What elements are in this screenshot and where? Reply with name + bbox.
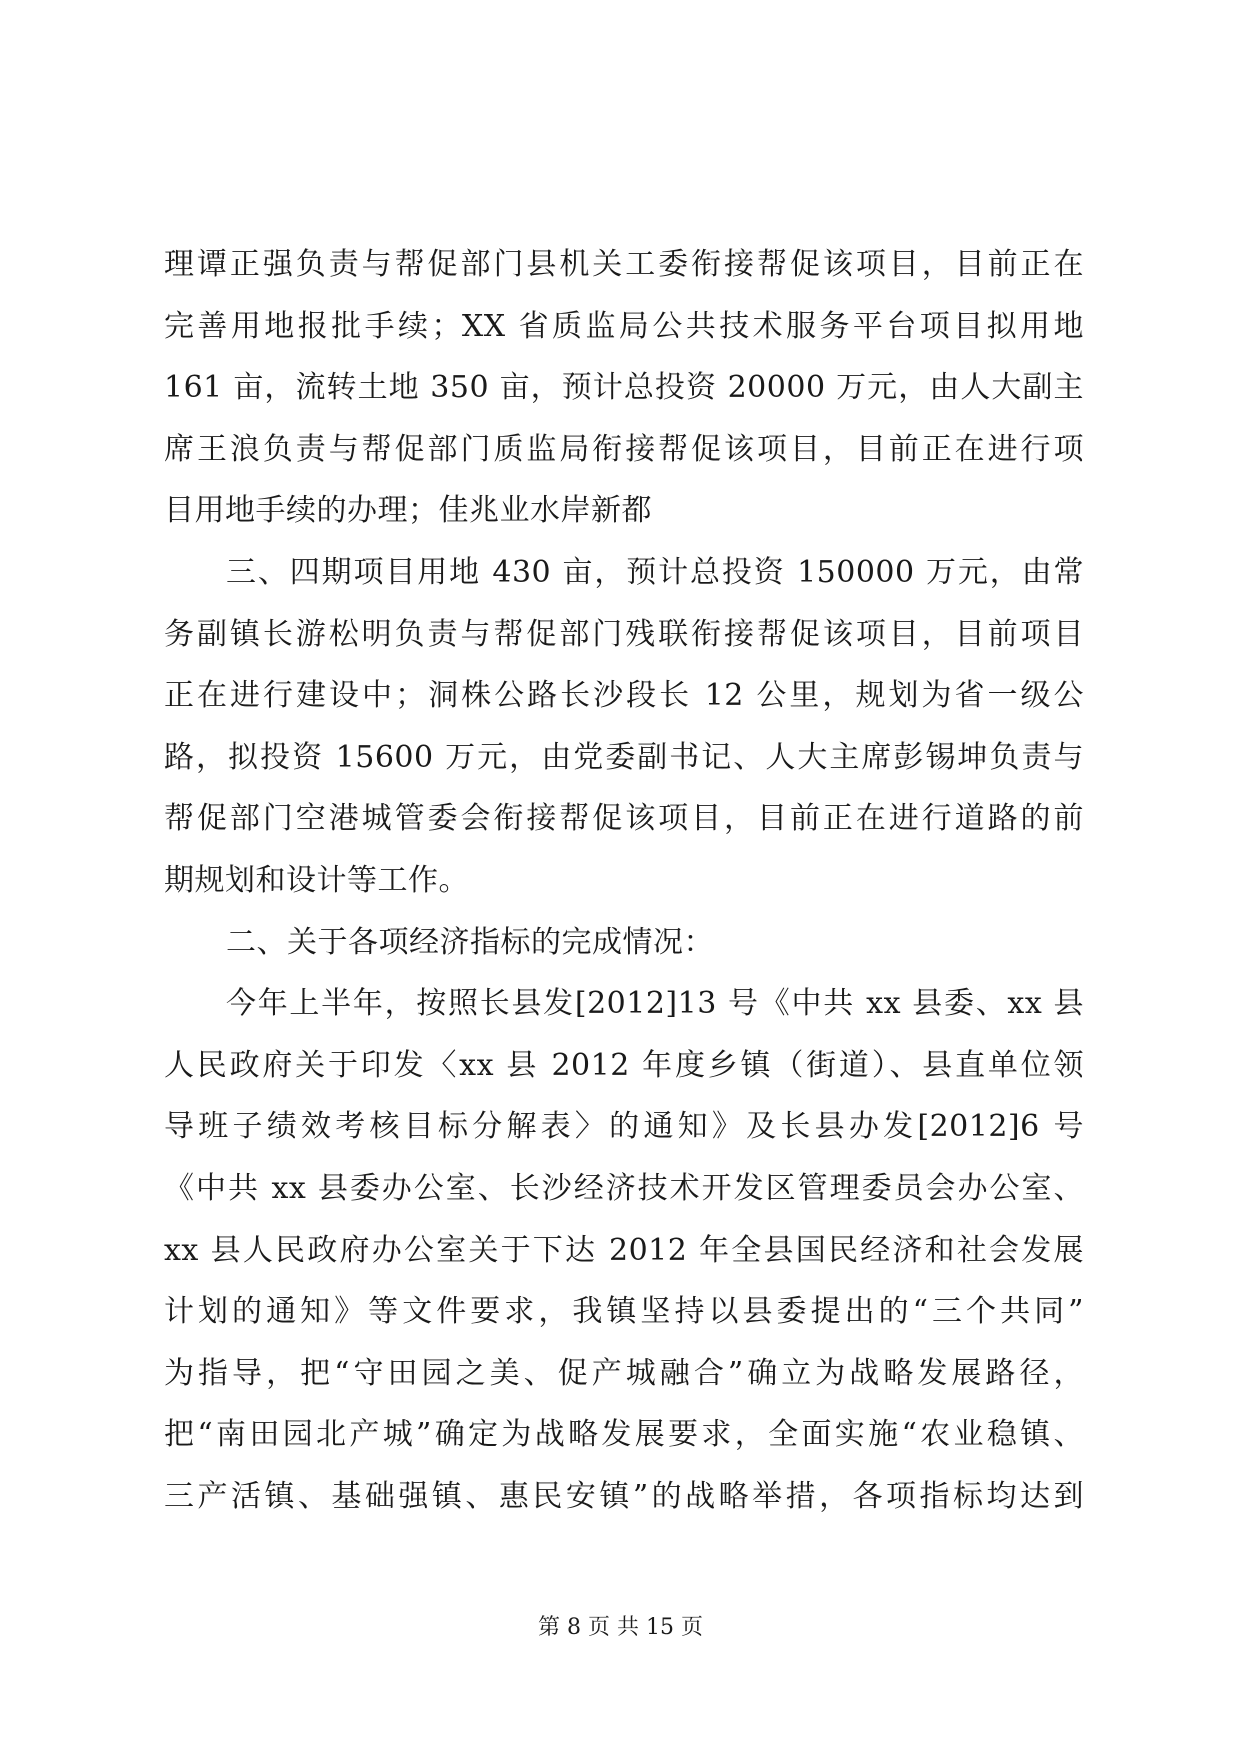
text-line: 把“南田园北产城”确定为战略发展要求，全面实施“农业稳镇、	[164, 1417, 1084, 1453]
text-line: 路，拟投资 15600 万元，由党委副书记、人大主席彭锡坤负责与	[164, 739, 1084, 775]
text-line: 计划的通知》等文件要求，我镇坚持以县委提出的“三个共同”	[164, 1294, 1084, 1330]
text-line: 理谭正强负责与帮促部门县机关工委衔接帮促该项目，目前正在	[164, 247, 1084, 282]
text-line: 《中共 xx 县委办公室、长沙经济技术开发区管理委员会办公室、	[164, 1170, 1084, 1206]
text-line: 导班子绩效考核目标分解表〉的通知》及长县办发[2012]6 号	[164, 1109, 1084, 1145]
text-line: 三产活镇、基础强镇、惠民安镇”的战略举措，各项指标均达到	[164, 1478, 1084, 1514]
text-line: 目用地手续的办理；佳兆业水岸新都	[164, 493, 652, 529]
document-body	[164, 234, 1084, 1527]
text-line: xx 县人民政府办公室关于下达 2012 年全县国民经济和社会发展	[164, 1232, 1084, 1268]
text-line: 完善用地报批手续；XX 省质监局公共技术服务平台项目拟用地	[164, 308, 1084, 344]
text-line: 务副镇长游松明负责与帮促部门残联衔接帮促该项目，目前项目	[164, 616, 1084, 652]
section-heading: 二、关于各项经济指标的完成情况：	[226, 924, 714, 960]
text-line: 161 亩，流转土地 350 亩，预计总投资 20000 万元，由人大副主	[164, 370, 1084, 406]
text-line: 席王浪负责与帮促部门质监局衔接帮促该项目，目前正在进行项	[164, 431, 1084, 467]
text-line: 期规划和设计等工作。	[164, 862, 469, 898]
text-line: 今年上半年，按照长县发[2012]13 号《中共 xx 县委、xx 县	[226, 986, 1084, 1022]
text-line: 三、四期项目用地 430 亩，预计总投资 150000 万元，由常	[226, 554, 1084, 590]
text-line: 人民政府关于印发〈xx 县 2012 年度乡镇（街道）、县直单位领	[164, 1047, 1084, 1083]
text-line: 正在进行建设中；洞株公路长沙段长 12 公里，规划为省一级公	[164, 678, 1084, 714]
text-line: 为指导，把“守田园之美、促产城融合”确立为战略发展路径，	[164, 1355, 1084, 1391]
text-line: 帮促部门空港城管委会衔接帮促该项目，目前正在进行道路的前	[164, 801, 1084, 837]
page-footer: 第 8 页 共 15 页	[538, 1615, 703, 1640]
